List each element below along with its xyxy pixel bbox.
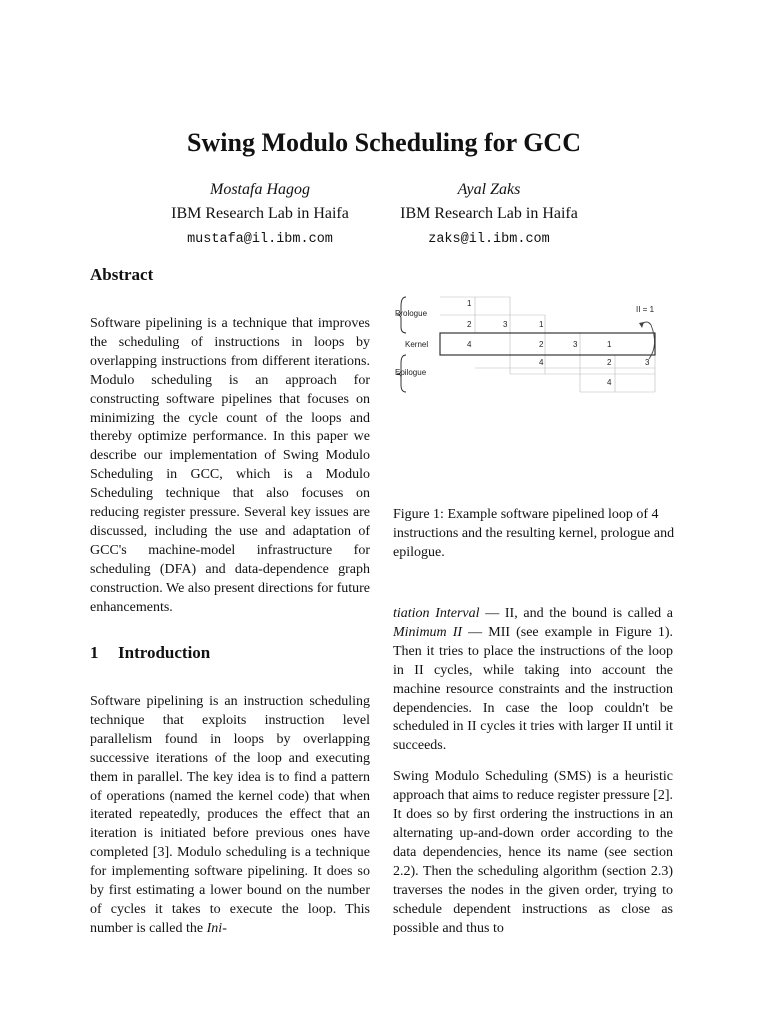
cell-4-r3: 4 [539,358,544,367]
cell-2-r3: 2 [607,358,612,367]
cell-3-r2: 3 [573,340,578,349]
section-title: Introduction [118,643,211,662]
cell-2-r2: 2 [539,340,544,349]
cell-4-r2: 4 [467,340,472,349]
author-email: mustafa@il.ibm.com [187,232,333,247]
right-paragraph-2: Swing Modulo Scheduling (SMS) is a heuristic approach that aims to reduce register pressure [2]. It does so by first ordering the instructions in an alternating up-and-down order according to the data dependencies, hence its name (see section 2.2). Then the scheduling algorithm (section 2.3) traverses the nodes in the given order, trying to schedule dependent instructions as close as possible and thus to [393,769,673,936]
prologue-label: Prologue [395,309,428,318]
figure-pipeline-diagram [393,285,663,405]
introduction-body [90,693,370,939]
cell-1-r1: 1 [539,320,544,329]
cell-3-r1: 3 [503,320,508,329]
kernel-label: Kernel [405,340,429,349]
cell-1-r0: 1 [467,299,472,308]
ii-label: II = 1 [636,305,655,314]
right-column-body [393,605,673,938]
author-email: zaks@il.ibm.com [428,232,550,247]
section-heading-introduction [90,643,210,663]
right-paragraph-1: tiation Interval — II, and the bound is called a Minimum II — MII (see example in Figure 1). Then it tries to place the instructions of the loop in II cycles, while taking into account the machine resource constraints and the instruction dependencies. In case the loop couldn't be scheduled in II cycles it tries with larger II until it succeeds. [393,606,673,754]
cell-1-r2: 1 [607,340,612,349]
abstract-body [90,315,370,618]
author-affiliation: IBM Research Lab in Haifa [400,205,578,222]
cell-3-r3: 3 [645,358,650,367]
cell-2-r1: 2 [467,320,472,329]
author-affiliation: IBM Research Lab in Haifa [171,205,349,222]
author-name: Ayal Zaks [457,181,521,198]
author-block [349,178,629,252]
intro-paragraph: Software pipelining is an instruction scheduling technique that exploits instruction level parallelism found in loops by overlapping successive iterations of the loop and executing them in parallel. The key idea is to find a pattern of operations (named the kernel code) that when iterated repeatedly, produces the effect that an iteration is initiated before previous ones have completed [3]. Modulo scheduling is a technique for implementing software pipelining. It does so by first estimating a lower bound on the number of cycles it takes to execute the loop. This number is called the Ini- [90,694,370,936]
author-name: Mostafa Hagog [210,181,310,198]
abstract-heading: Abstract [90,265,154,284]
cell-4-r4: 4 [607,378,612,387]
section-number: 1 [90,643,99,662]
figure-caption: Figure 1: Example software pipelined loop of 4 instructions and the resulting kernel, prologue and epilogue. [393,507,675,560]
epilogue-label: Epilogue [395,368,427,377]
abstract-text: Software pipelining is a technique that improves the scheduling of instructions in loops by overlapping instructions from different iterations. Modulo scheduling is an approach for constructing software pipelines that focuses on minimizing the cycle count of the loops and thereby optimize performance. In this paper we describe our implementation of Swing Modulo Scheduling in GCC, which is a Modulo Scheduling technique that also focuses on reducing register pressure. Several key issues are discussed, including the use and adaptation of GCC's machine-model infrastructure for scheduling (DFA) and data-dependence graph construction. We also present directions for future enhancements. [90,316,370,615]
paper-title: Swing Modulo Scheduling for GCC [187,128,581,157]
